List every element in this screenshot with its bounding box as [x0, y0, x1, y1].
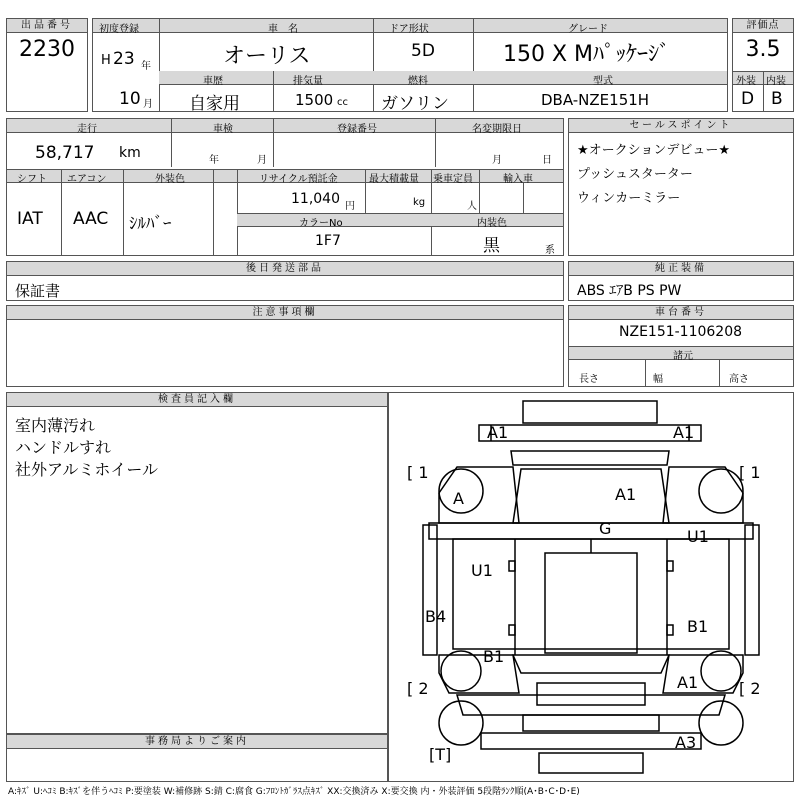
- reg-era: H: [101, 53, 111, 68]
- sales-item: ウィンカーミラー: [577, 191, 681, 206]
- damage-mark: B1: [483, 647, 505, 666]
- later-box: [6, 261, 564, 301]
- interior-value: 黒: [483, 236, 500, 256]
- damage-mark: U1: [471, 561, 493, 580]
- ext-label: 外装: [736, 76, 756, 87]
- inspector-line: ハンドルすれ: [15, 438, 112, 457]
- car-outline-diagram: [389, 393, 793, 781]
- history-label: 車歴: [203, 76, 223, 87]
- model-value: DBA-NZE151H: [541, 91, 650, 109]
- damage-mark: B1: [687, 617, 709, 636]
- reg-year: 23: [113, 49, 135, 69]
- notes-box: [6, 305, 564, 387]
- car-label: 車 名: [268, 24, 298, 35]
- sales-box: [568, 118, 794, 256]
- dims-label: 諸元: [673, 351, 693, 362]
- legend-text: A:ｷｽﾞ U:ﾍｺﾐ B:ｷｽﾞを伴うﾍｺﾐ P:要塗装 W:補修跡 S:錆 C:腐食 G:ﾌﾛﾝﾄｶﾞﾗｽ点ｷｽﾞ XX:交換済み X:要交換 内・外装評価 5段階ﾗﾝｸ順(A･B･C･D･E): [8, 787, 580, 797]
- later-value: 保証書: [15, 282, 61, 300]
- equip-value: ABS ｴｱB PS PW: [577, 283, 682, 299]
- damage-mark: A1: [487, 423, 509, 442]
- damage-mark: [ 2: [407, 679, 429, 698]
- damage-mark: A1: [615, 485, 637, 504]
- dims-length: 長さ: [579, 374, 599, 385]
- recycle-label: リサイクル預託金: [259, 174, 338, 185]
- inspector-label: 検査員記入欄: [7, 393, 387, 407]
- office-box: [6, 734, 388, 782]
- inspector-line: 社外アルミホイール: [15, 460, 159, 479]
- fuel-value: ガソリン: [381, 94, 449, 114]
- recycle-value: 11,040: [291, 191, 340, 207]
- car-name: オーリス: [223, 44, 311, 69]
- damage-mark: [ 1: [407, 463, 429, 482]
- reg-month: 10: [119, 89, 141, 109]
- disp-label: 排気量: [293, 76, 323, 87]
- shift-label: シフト: [17, 174, 47, 185]
- shift-value: IAT: [17, 209, 43, 229]
- colorno-label: カラーNo: [299, 218, 343, 229]
- damage-mark: [ 1: [739, 463, 761, 482]
- mileage-value: 58,717: [35, 143, 95, 163]
- lot-label: 出品番号: [7, 19, 87, 33]
- score-box: [732, 18, 794, 112]
- notes-label: 注意事項欄: [7, 306, 563, 320]
- colorno-value: 1F7: [315, 233, 341, 249]
- maxload-label: 最大積載量: [369, 174, 419, 185]
- damage-mark: U1: [687, 527, 709, 546]
- equip-label: 純正装備: [569, 262, 793, 276]
- disp-value: 1500: [295, 91, 334, 109]
- damage-mark: [T]: [429, 745, 452, 764]
- namechange-month-unit: 月: [492, 155, 502, 166]
- ext-value: D: [741, 89, 755, 109]
- int-label: 内装: [766, 76, 786, 87]
- dims-width: 幅: [653, 374, 663, 385]
- score-value: 3.5: [745, 37, 781, 62]
- inspection-month-unit: 月: [257, 155, 267, 166]
- sales-item: プッシュスターター: [577, 167, 693, 182]
- namechange-label: 名変期限日: [472, 124, 522, 135]
- color-label: 外装色: [155, 174, 185, 185]
- mileage-label: 走行: [77, 124, 97, 135]
- office-label: 事務局よりご案内: [7, 735, 387, 749]
- history-value: 自家用: [189, 94, 240, 114]
- main-box: [92, 18, 728, 112]
- interior-label: 内装色: [477, 218, 507, 229]
- ac-value: AAC: [73, 209, 109, 229]
- dims-height: 高さ: [729, 374, 749, 385]
- sales-label: セールスポイント: [569, 119, 793, 133]
- chassis-value: NZE151-1106208: [619, 324, 743, 340]
- damage-mark: G: [599, 519, 612, 538]
- equip-box: [568, 261, 794, 301]
- maxload-unit: kg: [413, 197, 426, 208]
- chassis-label: 車台番号: [569, 306, 793, 320]
- damage-mark: A3: [675, 733, 697, 752]
- door-label: ドア形状: [389, 24, 429, 35]
- ac-label: エアコン: [67, 174, 107, 185]
- grade-label: グレード: [568, 24, 608, 35]
- int-value: B: [771, 89, 783, 109]
- damage-mark: A: [453, 489, 464, 508]
- spec-box: [6, 118, 564, 256]
- inspector-box: [6, 392, 388, 734]
- capacity-unit: 人: [467, 201, 477, 212]
- reg-year-unit: 年: [141, 61, 151, 72]
- score-label: 評価点: [733, 19, 793, 33]
- mileage-unit: km: [119, 145, 141, 161]
- reg-month-unit: 月: [143, 99, 153, 110]
- damage-mark: B4: [425, 607, 447, 626]
- recycle-unit: 円: [345, 201, 355, 212]
- damage-mark: A1: [677, 673, 699, 692]
- damage-diagram: [388, 392, 794, 782]
- later-label: 後日発送部品: [7, 262, 563, 276]
- fuel-label: 燃料: [408, 76, 428, 87]
- chassis-box: [568, 305, 794, 387]
- interior-unit: 系: [545, 245, 555, 256]
- regno-label: 登録番号: [337, 124, 377, 135]
- grade-value: 150 X Mﾊﾟｯｹｰｼﾞ: [503, 42, 671, 67]
- lot-box: [6, 18, 88, 112]
- damage-mark: [ 2: [739, 679, 761, 698]
- model-label: 型式: [593, 76, 613, 87]
- namechange-day-unit: 日: [542, 155, 552, 166]
- reg-label: 初度登録: [99, 24, 139, 35]
- sales-item: ★オークションデビュー★: [577, 143, 731, 158]
- import-label: 輸入車: [503, 174, 533, 185]
- door-value: 5D: [411, 41, 435, 61]
- disp-unit: cc: [337, 97, 348, 108]
- inspector-line: 室内薄汚れ: [15, 416, 96, 435]
- capacity-label: 乗車定員: [433, 174, 473, 185]
- color-value: ｼﾙﾊﾞｰ: [129, 214, 172, 234]
- damage-mark: A1: [673, 423, 695, 442]
- lot-number: 2230: [19, 37, 75, 62]
- inspection-label: 車検: [213, 124, 233, 135]
- inspection-year-unit: 年: [209, 155, 219, 166]
